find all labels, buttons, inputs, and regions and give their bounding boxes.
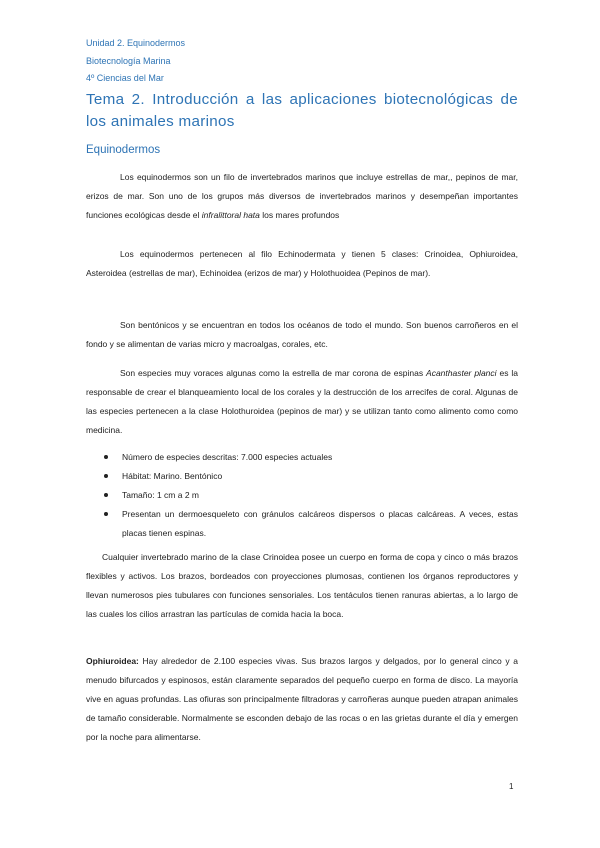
page-title: Tema 2. Introducción a las aplicaciones biotecnológicas de los animales marinos <box>86 91 518 130</box>
list-item-text: Presentan un dermoesqueleto con gránulos calcáreos dispersos o placas calcáreas. A veces, estas placas tienen espinas. <box>122 509 518 538</box>
facts-list <box>86 448 518 543</box>
paragraph-species-text-a: Son especies muy voraces algunas como la estrella de mar corona de espinas <box>120 368 427 378</box>
paragraph-ophiuroidea-text: Hay alrededor de 2.100 especies vivas. Sus brazos largos y delgados, por lo general cinco y a menudo bifurcados y espinosos, están claramente separados del pequeño cuerpo en forma de disco. La mayoría vive en aguas profundas. Las ofiuras son principalmente filtradoras y carroñeras aunque pueden atrapan animales de tamaño considerable. Normalmente se esconden debajo de las rocas o en las grietas durante el día y emergen por la noche para alimentarse. <box>86 656 518 742</box>
header-unit: Unidad 2. Equinodermos <box>86 38 186 48</box>
paragraph-ophiuroidea-term: Ophiuroidea: <box>86 656 139 666</box>
paragraph-classes: Los equinodermos pertenecen al filo Echinodermata y tienen 5 clases: Crinoidea, Ophiuroidea, Asteroidea (estrellas de mar), Echinoidea (erizos de mar) y Holothuoidea (Pepinos de mar). <box>86 249 518 278</box>
paragraph-intro-text-b: los mares profundos <box>259 210 340 220</box>
section-heading: Equinodermos <box>86 144 161 156</box>
paragraph-intro-text-a: Los equinodermos son un filo de invertebrados marinos que incluye estrellas de mar,, pepinos de mar, erizos de mar. Son uno de los grupos más diversos de invertebrados marinos y desempeñan importantes funciones ecológicas desde el <box>86 172 518 220</box>
list-item <box>86 467 518 486</box>
paragraph-intro <box>86 168 518 225</box>
bullet-icon <box>104 474 108 478</box>
bullet-icon <box>104 493 108 497</box>
paragraph-ophiuroidea <box>86 652 518 747</box>
paragraph-intro-italic: infralittoral hata <box>201 210 260 220</box>
paragraph-species-italic: Acanthaster planci <box>426 368 497 378</box>
list-item-text: Hábitat: Marino. Bentónico <box>122 471 223 481</box>
paragraph-habitat: Son bentónicos y se encuentran en todos los océanos de todo el mundo. Son buenos carroñeros en el fondo y se alimentan de varias micro y macroalgas, corales, etc. <box>86 320 518 349</box>
header-year: 4º Ciencias del Mar <box>86 73 164 83</box>
paragraph-species-text-b: es la responsable de crear el blanqueamiento local de los corales y la destrucción de los arrecifes de coral. Algunas de las especies pertenecen a la clase Holothuroidea (pepinos de mar) y se utilizan tanto como alimento como como medicina. <box>86 368 519 435</box>
bullet-icon <box>104 455 108 459</box>
paragraph-species <box>86 364 518 440</box>
page-number: 1 <box>509 782 514 791</box>
list-item <box>86 448 518 467</box>
header-course: Biotecnología Marina <box>86 56 171 66</box>
list-item <box>86 505 518 543</box>
list-item-text: Número de especies descritas: 7.000 especies actuales <box>122 452 333 462</box>
paragraph-crinoidea: Cualquier invertebrado marino de la clase Crinoidea posee un cuerpo en forma de copa y cinco o más brazos flexibles y activos. Los brazos, bordeados con proyecciones plumosas, contienen los órganos reproductores y llevan numerosos pies tubulares con funciones sensoriales. Los tentáculos tienen ranuras abiertas, a lo largo de las cuales los cilios arrastran las partículas de comida hacia la boca. <box>86 552 518 619</box>
list-item <box>86 486 518 505</box>
list-item-text: Tamaño: 1 cm a 2 m <box>122 490 200 500</box>
bullet-icon <box>104 512 108 516</box>
